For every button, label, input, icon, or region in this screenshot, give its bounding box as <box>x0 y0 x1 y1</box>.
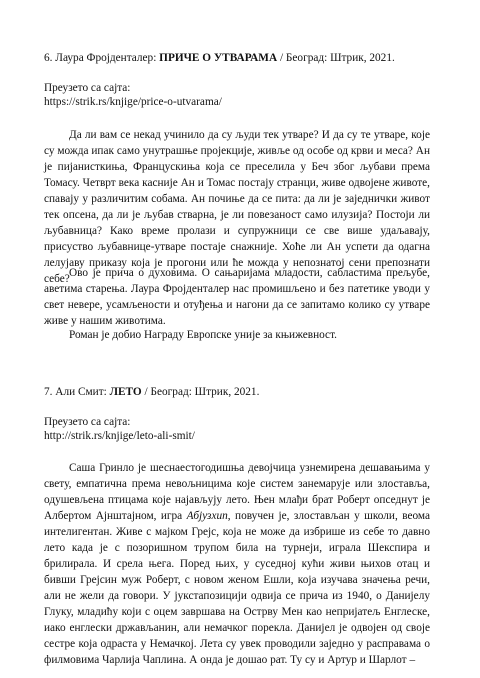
entry-7-source-url[interactable]: http://strik.rs/knjige/leto-ali-smit/ <box>44 430 195 442</box>
entry-7-heading <box>44 386 259 399</box>
entry-7-paragraph-1 <box>44 460 430 668</box>
entry-6-source-link[interactable] <box>44 96 222 109</box>
entry-6-paragraph-1: Да ли вам се некад учинило да су људи тек утваре? И да су те утваре, које су можда ипак само унутрашње пројекције, живље од особе од крви и меса? Ан је пијанисткиња, Францускиња која се преселила у Беч због љубави према Томасу. Четврт века касније Ан и Томас постају странци, живе одвојене животе, спавају у различитим собама. Ан почиње да се пита: да ли је заједнички живот тек опсена, да ли је љубав стварна, је ли повезаност само илузија? Постоји ли љубавница? Како време пролази и супружници се све више удаљавају, присуство љубавнице-утваре постаје снажније. Хоће ли Ан успети да одагна лелујаву приказу која је прогони или ће можда у непознатој сени препознати себе? <box>44 129 430 285</box>
entry-7-title: ЛЕТО <box>109 386 142 398</box>
entry-7-paragraph-start: Саша Гринло је шеснаестогодишња девојчица узнемирена дешавањима у свету, емпатична према невољницима које систем занемарује или злоставља, одушевљена птицама које најављују лето. Њен млађи брат Роберт опседнут је Албертом Ајнштајном, игра <box>44 462 430 522</box>
entry-7-paragraph-end: , повучен је, злостављан у школи, веома интелигентан. Живе с мајком Грејс, која не може да избрише из себе то давно лето када је с позоришном трупом била на турнеји, играла Шекспира и брилирала. И срела њега. Поред њих, у суседној кући живи њихов отац и бивши Грејсин муж Роберт, с новом женом Ешли, која изучава значења речи, али не жели да говори. У јукстапозицији одвија се прича из 1940, о Данијелу Глуку, младићу који с оцем завршава на Острву Мен као непријатељ Енглеске, иако енглески држављанин, али немачког порекла. Данијел је одвојен од своје сестре која одраста у Немачкој. Лета су увек проводили заједно у расправама о филмовима Чарлија Чаплина. А онда је дошао рат. Ту су и Артур и Шарлот – <box>44 510 430 666</box>
entry-6-title: ПРИЧЕ О УТВАРАМА <box>159 52 278 64</box>
entry-7-source-link[interactable] <box>44 430 195 443</box>
entry-6-author: 6. Лаура Фројденталер: <box>44 52 160 64</box>
entry-6-source-label: Преузето са сајта: <box>44 82 131 94</box>
entry-7-publisher: / Београд: Штрик, 2021. <box>141 386 260 398</box>
entry-6-paragraph-2: Ово је прича о духовима. О сањаријама младости, сабластима прељубе, аветима старења. Лаура Фројденталер нас промишљено и без патетике уводи у свет невере, усамљености и отуђења и нагони да се запитамо колико су утваре живе у нашим животима. <box>44 267 430 327</box>
entry-7-paragraph-italic: Абјузхип <box>186 510 228 522</box>
entry-7-source-label: Преузето са сајта: <box>44 416 131 428</box>
entry-6-paragraph-3: Роман је добио Награду Европске уније за књижевност. <box>69 329 337 341</box>
entry-6-source-url[interactable]: https://strik.rs/knjige/price-o-utvarama/ <box>44 96 222 108</box>
entry-6-publisher: / Београд: Штрик, 2021. <box>277 52 395 64</box>
entry-7-author: 7. Али Смит: <box>44 386 110 398</box>
entry-6-heading <box>44 52 395 65</box>
